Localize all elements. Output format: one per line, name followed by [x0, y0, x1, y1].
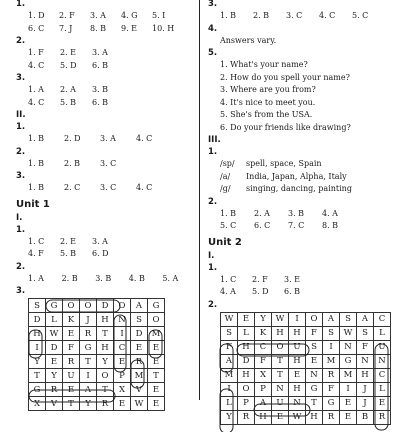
answer: 7. C	[288, 220, 322, 233]
grid-letter: E	[114, 355, 131, 369]
answer-row	[208, 10, 398, 23]
grid-letter: G	[323, 396, 340, 410]
grid-letter: B	[357, 410, 374, 424]
grid-letter: G	[148, 299, 165, 313]
answer: 1. D	[28, 10, 59, 23]
answer: 1. B	[220, 208, 254, 221]
grid-letter: D	[131, 327, 148, 341]
grid-letter: R	[323, 410, 340, 424]
grid-letter: R	[63, 355, 80, 369]
grid-letter: F	[63, 341, 80, 355]
answer: 6. B	[92, 97, 124, 110]
grid-letter: H	[97, 341, 114, 355]
answer: 4. B	[129, 273, 163, 286]
grid-letter: Y	[29, 355, 46, 369]
grid-letter: O	[97, 369, 114, 383]
grid-letter: Y	[80, 397, 97, 411]
answer: 3. A	[92, 47, 124, 60]
grid-letter: D	[238, 354, 255, 368]
sound-row	[208, 171, 398, 184]
grid-letter: H	[357, 368, 374, 382]
answer: 2. B	[64, 158, 100, 171]
answer-sentence: 1. What's your name?	[208, 59, 398, 72]
grid-letter: M	[148, 327, 165, 341]
answer-row	[16, 158, 196, 171]
grid-letter: R	[131, 355, 148, 369]
grid-letter: E	[272, 410, 289, 424]
found-word-circle	[237, 344, 309, 356]
answer: 6. C	[254, 220, 288, 233]
answer: 5. D	[252, 286, 284, 299]
grid-letter: I	[80, 369, 97, 383]
grid-letter: U	[374, 340, 391, 354]
grid-letter: R	[238, 410, 255, 424]
grid-letter: E	[131, 341, 148, 355]
answer: 5. A	[162, 273, 196, 286]
answer: 4. C	[319, 10, 352, 23]
answer-row	[208, 208, 398, 221]
grid-letter: D	[29, 313, 46, 327]
grid-letter: U	[63, 369, 80, 383]
grid-letter: E	[148, 341, 165, 355]
answer: 3. A	[100, 133, 136, 146]
grid-letter: W	[221, 312, 238, 326]
grid-letter: E	[238, 312, 255, 326]
answer-row	[16, 23, 196, 36]
answer: 7. J	[59, 23, 90, 36]
exercise-number: 3.	[16, 285, 196, 297]
answer: 8. B	[90, 23, 121, 36]
answer: 2. B	[253, 10, 286, 23]
grid-letter: R	[80, 327, 97, 341]
grid-letter: A	[323, 312, 340, 326]
grid-letter: E	[114, 397, 131, 411]
grid-letter: W	[46, 327, 63, 341]
grid-letter: O	[148, 313, 165, 327]
grid-letter: T	[97, 383, 114, 397]
found-word-circle	[29, 330, 42, 358]
exercise-number: 3.	[16, 170, 196, 182]
answer: 2. D	[64, 133, 100, 146]
answer-row	[16, 273, 196, 286]
grid-letter: S	[221, 326, 238, 340]
right-column	[208, 0, 398, 425]
found-word-circle	[220, 389, 233, 432]
left-column	[16, 0, 196, 411]
unit-heading: Unit 1	[16, 197, 196, 212]
grid-letter: Y	[255, 312, 272, 326]
grid-letter: O	[80, 299, 97, 313]
answer-row	[16, 47, 196, 60]
sound-words: spell, space, Spain	[246, 158, 322, 171]
grid-letter: F	[357, 340, 374, 354]
section-heading: I.	[16, 212, 196, 224]
sound-symbol: /sp/	[220, 158, 246, 171]
found-word-circle	[46, 300, 120, 312]
found-word-circle	[375, 344, 388, 430]
grid-letter: A	[80, 383, 97, 397]
grid-letter: S	[357, 326, 374, 340]
section-heading: I.	[208, 250, 398, 262]
grid-letter: S	[323, 326, 340, 340]
exercise-number: 2.	[208, 299, 398, 311]
exercise-number: 1.	[208, 262, 398, 274]
answer: 3. B	[288, 208, 322, 221]
grid-letter: H	[289, 354, 306, 368]
grid-letter: N	[272, 382, 289, 396]
answer: 5. C	[220, 220, 254, 233]
exercise-number: 2.	[16, 35, 196, 47]
answer: 5. C	[352, 10, 385, 23]
word-search-wrap	[208, 312, 398, 425]
answer: 3. A	[90, 10, 121, 23]
answer: 3. C	[100, 158, 136, 171]
exercise-number: 1.	[16, 0, 196, 10]
grid-letter: I	[221, 382, 238, 396]
grid-letter: E	[374, 396, 391, 410]
answer: 1. C	[220, 274, 252, 287]
grid-letter: C	[114, 341, 131, 355]
found-word-circle	[254, 404, 310, 416]
answer-row	[16, 60, 196, 73]
answer: 1. B	[220, 10, 253, 23]
grid-letter: R	[97, 397, 114, 411]
sound-row	[208, 183, 398, 196]
sound-symbol: /a/	[220, 171, 246, 184]
grid-letter: H	[238, 368, 255, 382]
found-word-circle	[131, 360, 144, 388]
grid-letter: X	[29, 397, 46, 411]
answer: 3. E	[284, 274, 316, 287]
answer: 4. A	[322, 208, 356, 221]
grid-letter: H	[289, 326, 306, 340]
grid-letter: J	[80, 313, 97, 327]
grid-letter: P	[238, 396, 255, 410]
grid-letter: I	[340, 382, 357, 396]
grid-letter: J	[357, 396, 374, 410]
grid-letter: S	[340, 312, 357, 326]
grid-letter: H	[97, 313, 114, 327]
grid-letter: L	[221, 396, 238, 410]
section-heading: III.	[208, 134, 398, 146]
grid-letter: D	[46, 341, 63, 355]
grid-letter: L	[374, 382, 391, 396]
grid-letter: O	[114, 299, 131, 313]
grid-letter: Y	[46, 369, 63, 383]
exercise-number: 3.	[208, 0, 398, 10]
grid-letter: G	[80, 341, 97, 355]
answer: 3. B	[92, 84, 124, 97]
grid-letter: C	[255, 340, 272, 354]
answer: 1. A	[28, 273, 62, 286]
grid-letter: L	[238, 326, 255, 340]
answer: 2. E	[60, 236, 92, 249]
answer-row	[16, 248, 196, 261]
grid-letter: N	[357, 354, 374, 368]
answer: 6. B	[284, 286, 316, 299]
word-search-wrap	[16, 298, 196, 411]
sound-words: singing, dancing, painting	[246, 183, 352, 196]
grid-letter: U	[289, 340, 306, 354]
grid-letter: E	[148, 355, 165, 369]
grid-letter: F	[323, 382, 340, 396]
answer: 1. C	[28, 236, 60, 249]
answer: 5. I	[152, 10, 183, 23]
answer: 4. C	[28, 97, 60, 110]
grid-letter: O	[63, 299, 80, 313]
found-word-circle	[220, 344, 233, 372]
grid-letter: W	[289, 410, 306, 424]
grid-letter: T	[97, 327, 114, 341]
grid-letter: T	[272, 368, 289, 382]
grid-letter: M	[131, 369, 148, 383]
grid-letter: L	[374, 326, 391, 340]
found-word-circle	[114, 315, 126, 372]
answer: 2. C	[64, 182, 100, 195]
answer-row	[16, 133, 196, 146]
grid-letter: E	[46, 355, 63, 369]
grid-letter: U	[272, 396, 289, 410]
answer: 3. B	[95, 273, 129, 286]
grid-letter: V	[46, 397, 63, 411]
grid-letter: F	[306, 326, 323, 340]
grid-letter: N	[114, 313, 131, 327]
answer: 6. B	[92, 60, 124, 73]
grid-letter: V	[131, 383, 148, 397]
answer-sentence: 5. She's from the USA.	[208, 109, 398, 122]
grid-letter: Y	[221, 410, 238, 424]
grid-letter: H	[306, 410, 323, 424]
grid-letter: T	[29, 369, 46, 383]
answer-sentence: 2. How do you spell your name?	[208, 72, 398, 85]
answer: 6. C	[28, 23, 59, 36]
grid-letter: H	[272, 326, 289, 340]
grid-letter: C	[374, 368, 391, 382]
answer: 1. B	[28, 133, 64, 146]
grid-letter: I	[114, 327, 131, 341]
answer: 4. C	[136, 182, 172, 195]
grid-letter: A	[255, 396, 272, 410]
answer: 4. A	[220, 286, 252, 299]
answer: 5. B	[60, 97, 92, 110]
grid-letter: R	[46, 383, 63, 397]
grid-letter: I	[29, 341, 46, 355]
grid-letter: E	[340, 396, 357, 410]
grid-letter: X	[114, 383, 131, 397]
grid-letter: T	[80, 355, 97, 369]
grid-letter: S	[131, 313, 148, 327]
answer: 1. A	[28, 84, 60, 97]
word-search-circles	[208, 312, 398, 432]
answer: 5. D	[60, 60, 92, 73]
answer: 1. B	[28, 182, 64, 195]
answer: 2. F	[59, 10, 90, 23]
answer-row	[208, 286, 398, 299]
answer: 4. G	[121, 10, 152, 23]
answer: 8. B	[322, 220, 356, 233]
answer: 1. B	[28, 158, 64, 171]
grid-letter: G	[46, 299, 63, 313]
grid-letter: C	[374, 312, 391, 326]
exercise-number: 1.	[16, 121, 196, 133]
sound-words: India, Japan, Alpha, Italy	[246, 171, 347, 184]
unit-heading: Unit 2	[208, 235, 398, 250]
answer: 2. E	[60, 47, 92, 60]
grid-letter: E	[63, 383, 80, 397]
answer: 5. B	[60, 248, 92, 261]
answer: 9. E	[121, 23, 152, 36]
grid-letter: K	[255, 326, 272, 340]
word-search-circles	[16, 298, 186, 418]
exercise-number: 1.	[208, 146, 398, 158]
answer-row	[16, 97, 196, 110]
answer: 1. F	[28, 47, 60, 60]
answer-row	[208, 274, 398, 287]
grid-letter: H	[238, 340, 255, 354]
section-heading: II.	[16, 109, 196, 121]
grid-letter: A	[131, 299, 148, 313]
answer: 2. F	[252, 274, 284, 287]
grid-letter: E	[63, 327, 80, 341]
answer: 4. F	[28, 248, 60, 261]
grid-letter: L	[46, 313, 63, 327]
grid-letter: S	[29, 299, 46, 313]
grid-letter: F	[255, 354, 272, 368]
answer: 3. C	[100, 182, 136, 195]
grid-letter: W	[272, 312, 289, 326]
exercise-number: 2.	[16, 261, 196, 273]
answer-row	[16, 182, 196, 195]
grid-letter: H	[29, 327, 46, 341]
grid-letter: N	[374, 354, 391, 368]
exercise-number: 5.	[208, 47, 398, 59]
grid-letter: N	[289, 396, 306, 410]
column-divider	[199, 0, 200, 400]
grid-letter: I	[289, 312, 306, 326]
grid-letter: R	[374, 410, 391, 424]
answer-row	[16, 10, 196, 23]
answer-row	[16, 84, 196, 97]
sound-row	[208, 158, 398, 171]
grid-letter: E	[340, 410, 357, 424]
grid-letter: G	[340, 354, 357, 368]
grid-letter: M	[323, 354, 340, 368]
grid-letter: J	[357, 382, 374, 396]
grid-letter: M	[221, 368, 238, 382]
answer: 4. C	[28, 60, 60, 73]
grid-letter: E	[148, 383, 165, 397]
grid-letter: I	[323, 340, 340, 354]
grid-letter: E	[148, 397, 165, 411]
grid-letter: O	[238, 382, 255, 396]
exercise-number: 2.	[208, 196, 398, 208]
answer-sentence: 6. Do your friends like drawing?	[208, 122, 398, 135]
grid-letter: P	[255, 382, 272, 396]
grid-letter: G	[29, 383, 46, 397]
exercise-number: 2.	[16, 146, 196, 158]
answer: 2. A	[60, 84, 92, 97]
answer: 3. A	[92, 236, 124, 249]
sound-symbol: /g/	[220, 183, 246, 196]
grid-letter: A	[357, 312, 374, 326]
found-word-circle	[149, 330, 162, 358]
grid-letter: G	[306, 382, 323, 396]
grid-letter: A	[221, 354, 238, 368]
grid-letter: S	[306, 340, 323, 354]
grid-letter: T	[306, 396, 323, 410]
grid-letter: W	[131, 397, 148, 411]
grid-letter: O	[272, 340, 289, 354]
grid-letter: K	[63, 313, 80, 327]
answer-sentence: 4. It's nice to meet you.	[208, 97, 398, 110]
grid-letter: T	[148, 369, 165, 383]
grid-letter: F	[221, 340, 238, 354]
found-word-circle	[29, 390, 115, 402]
grid-letter: D	[97, 299, 114, 313]
grid-letter: N	[340, 340, 357, 354]
grid-letter: O	[306, 312, 323, 326]
answer-row	[16, 236, 196, 249]
grid-letter: Y	[97, 355, 114, 369]
answer-text: Answers vary.	[208, 35, 398, 48]
answer: 6. D	[92, 248, 124, 261]
answer: 10. H	[152, 23, 183, 36]
exercise-number: 3.	[16, 72, 196, 84]
grid-letter: E	[289, 368, 306, 382]
answer: 4. C	[136, 133, 172, 146]
grid-letter: H	[255, 410, 272, 424]
grid-letter: T	[63, 397, 80, 411]
grid-letter: M	[340, 368, 357, 382]
grid-letter: H	[289, 382, 306, 396]
answer-row	[208, 220, 398, 233]
grid-letter: R	[323, 368, 340, 382]
grid-letter: T	[272, 354, 289, 368]
grid-letter: P	[114, 369, 131, 383]
answer: 2. B	[62, 273, 96, 286]
answer: 2. A	[254, 208, 288, 221]
exercise-number: 4.	[208, 23, 398, 35]
grid-letter: E	[306, 354, 323, 368]
grid-letter: X	[255, 368, 272, 382]
exercise-number: 1.	[16, 224, 196, 236]
grid-letter: W	[340, 326, 357, 340]
grid-letter: N	[306, 368, 323, 382]
answer: 3. C	[286, 10, 319, 23]
answer-sentence: 3. Where are you from?	[208, 84, 398, 97]
